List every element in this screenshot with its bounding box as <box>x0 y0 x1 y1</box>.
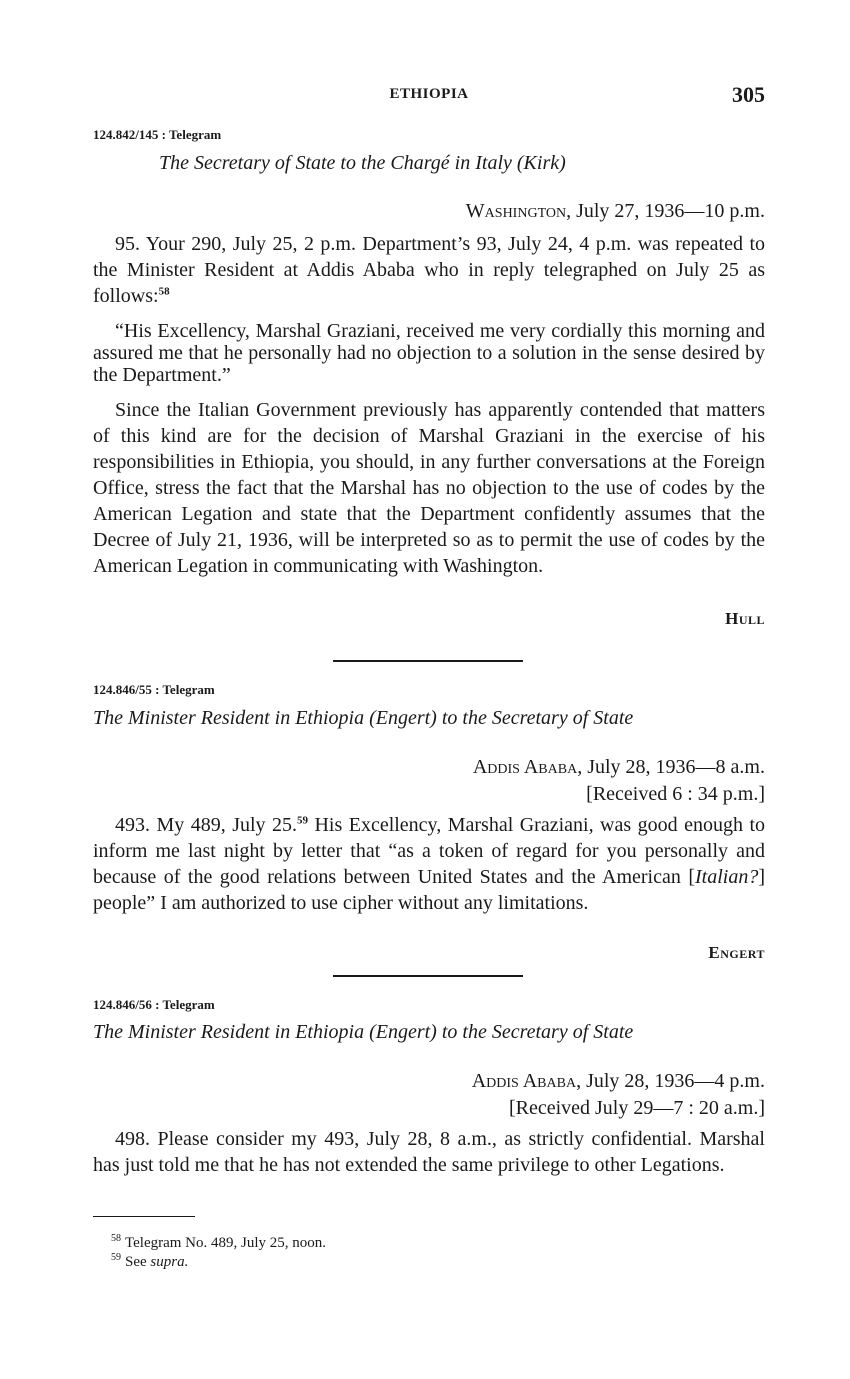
signature: Engert <box>708 943 765 962</box>
received-line: [Received 6 : 34 p.m.] <box>586 783 765 805</box>
file-number: 124.846/55 : Telegram <box>93 682 215 697</box>
footnote-reference: 58 <box>158 285 170 298</box>
dateline-date: , July 28, 1936—8 a.m. <box>577 756 765 778</box>
dateline <box>473 756 765 779</box>
received-line: [Received July 29—7 : 20 a.m.] <box>508 1097 765 1119</box>
quoted-telegram: “His Excellency, Marshal Graziani, received me very cordially this morning and assured me that he personally had no objection to a solution in the sense desired by the Department.” <box>93 320 765 386</box>
page-number: 305 <box>732 82 765 107</box>
paragraph-text: His Excellency, Marshal Graziani, was good enough to inform me last night by letter that “as a token of regard for you personally and because of the good relations between United States and the American [ <box>93 814 765 888</box>
footnote-divider <box>93 1216 195 1217</box>
paragraph-text: 95. Your 290, July 25, 2 p.m. Department’s 93, July 24, 4 p.m. was repeated to the Minister Resident at Addis Ababa who in reply telegraphed on July 25 as follows: <box>93 233 765 307</box>
section-divider <box>333 975 523 977</box>
signature: Hull <box>725 609 765 628</box>
telegram-paragraph <box>93 812 765 916</box>
footnote-italic: supra. <box>150 1254 189 1270</box>
telegram-paragraph <box>93 231 765 309</box>
telegram-paragraph: Since the Italian Government previously has apparently contended that matters of this kind are for the decision of Marshal Graziani in the exercise of his responsibilities in Ethiopia, you should, in any further conversations at the Foreign Office, stress the fact that the Marshal has no objection to the use of codes by the American Legation and state that the Department confidently assumes that the Decree of July 21, 1936, will be interpreted so as to permit the use of codes by the American Legation in communicating with Washington. <box>93 399 765 577</box>
dateline-place: Addis Ababa <box>471 1070 577 1092</box>
paragraph-text: ] people” I am authorized to use cipher without any limitations. <box>93 866 765 914</box>
footnotes <box>111 1234 326 1272</box>
footnote <box>111 1253 326 1272</box>
dateline-date: , July 28, 1936—4 p.m. <box>576 1070 765 1092</box>
footnote <box>111 1234 326 1253</box>
document-title: The Secretary of State to the Chargé in Italy (Kirk) <box>159 152 566 174</box>
footnote-mark: 58 <box>111 1233 121 1244</box>
document-title: The Minister Resident in Ethiopia (Engert) to the Secretary of State <box>93 1021 634 1043</box>
footnote-text: See <box>125 1254 151 1270</box>
paragraph-italic: Italian? <box>694 866 759 888</box>
dateline <box>472 1070 765 1093</box>
footnote-text: Telegram No. 489, July 25, noon. <box>125 1235 327 1251</box>
page-header <box>93 84 765 110</box>
footnote-mark: 59 <box>111 1252 121 1263</box>
dateline <box>466 200 765 223</box>
dateline-place: Washington <box>465 200 567 222</box>
section-divider <box>333 660 523 662</box>
file-number: 124.846/56 : Telegram <box>93 997 215 1012</box>
document-title: The Minister Resident in Ethiopia (Engert) to the Secretary of State <box>93 707 634 729</box>
footnote-reference: 59 <box>297 814 308 827</box>
running-title: ETHIOPIA <box>389 86 469 102</box>
dateline-date: , July 27, 1936—10 p.m. <box>566 200 765 222</box>
file-number: 124.842/145 : Telegram <box>93 127 222 142</box>
telegram-paragraph: 498. Please consider my 493, July 28, 8 a.m., as strictly confidential. Marshal has just told me that he has not extended the same privilege to other Legations. <box>93 1128 765 1176</box>
paragraph-text: 493. My 489, July 25. <box>115 814 297 836</box>
dateline-place: Addis Ababa <box>472 756 578 778</box>
